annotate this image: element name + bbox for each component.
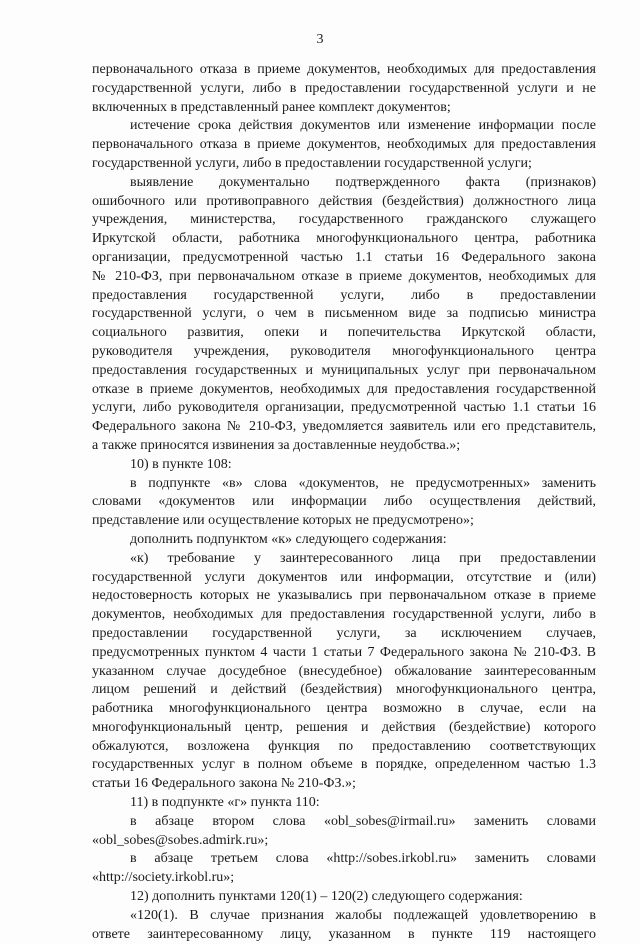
text-line: предоставления государственных и муниципальных услуг при первоначальном	[92, 362, 596, 378]
text-line: дополнить подпунктом «к» следующего содержания:	[130, 531, 447, 547]
text-line: «obl_sobes@sobes.admirk.ru»;	[92, 832, 269, 848]
text-line: указанном случае досудебное (внесудебное) обжалование заинтересованным	[92, 663, 596, 679]
text-line: государственной услуги, либо в предоставлении государственной услуги и не	[92, 80, 596, 96]
text-line: предоставлении государственной услуги, за исключением случаев,	[92, 625, 596, 641]
text-line: словами «документов или информации либо осуществления действий,	[92, 494, 596, 510]
text-line: а также приносятся извинения за доставленные неудобства.»;	[92, 437, 461, 453]
text-line: выявление документально подтвержденного факта (признаков)	[130, 174, 596, 190]
text-line: ответе заинтересованному лицу, указанном в пункте 119 настоящего	[92, 926, 596, 942]
text-line: в абзаце втором слова «obl_sobes@irmail.ru» заменить словами	[130, 813, 596, 829]
text-line: отказе в приеме документов, необходимых для предоставления государственной	[92, 381, 596, 397]
text-line: документов, необходимых для предоставления государственной услуги, либо в	[92, 607, 596, 623]
text-line: предусмотренных пунктом 4 части 1 статьи 7 Федерального закона № 210-ФЗ. В	[92, 644, 596, 660]
text-line: первоначального отказа в приеме документов, необходимых для предоставления	[92, 137, 596, 153]
text-line: многофункциональный центр, решения и действия (бездействие) которого	[92, 719, 596, 735]
text-line: работника многофункционального центра возможно в случае, если на	[92, 701, 596, 717]
text-line: «120(1). В случае признания жалобы подлежащей удовлетворению в	[130, 907, 596, 923]
text-line: в подпункте «в» слова «документов, не предусмотренных» заменить	[130, 475, 596, 491]
text-line: предоставления государственной услуги, либо в предоставлении	[92, 287, 596, 303]
text-line: № 210-ФЗ, при первоначальном отказе в приеме документов, необходимых для	[92, 268, 596, 284]
text-line: государственной услуги документов или информации, отсутствие и (или)	[92, 569, 596, 585]
text-line: в абзаце третьем слова «http://sobes.irkobl.ru» заменить словами	[130, 851, 596, 867]
text-line: 11) в подпункте «г» пункта 110:	[130, 795, 320, 811]
text-line: истечение срока действия документов или изменение информации после	[130, 118, 596, 134]
text-line: руководителя учреждения, руководителя многофункционального центра	[92, 343, 596, 359]
text-line: представление или осуществление которых не предусмотрено»;	[92, 513, 474, 529]
text-line: первоначального отказа в приеме документов, необходимых для предоставления	[92, 62, 596, 77]
text-line: 12) дополнить пунктами 120(1) – 120(2) следующего содержания:	[130, 889, 523, 905]
text-line: Федерального закона № 210-ФЗ, уведомляется заявитель или его представитель,	[92, 419, 596, 435]
text-line: обжалуются, возложена функция по предоставлению соответствующих	[92, 738, 596, 754]
text-line: государственной услуги, либо в предоставлении государственной услуги;	[92, 155, 532, 171]
text-line: услуги, либо руководителя организации, предусмотренной частью 1.1 статьи 16	[92, 400, 596, 416]
document-body	[92, 61, 596, 944]
text-line: учреждения, министерства, государственного гражданского служащего	[92, 212, 596, 228]
text-line: включенных в представленный ранее комплект документов;	[92, 99, 451, 115]
text-line: статьи 16 Федерального закона № 210-ФЗ.»;	[92, 776, 356, 792]
text-line: Иркутской области, работника многофункционального центра, работника	[92, 231, 596, 247]
text-line: «к) требование у заинтересованного лица при предоставлении	[130, 550, 596, 566]
text-line: «http://society.irkobl.ru»;	[92, 870, 235, 886]
text-line: социального развития, опеки и попечительства Иркутской области,	[92, 325, 596, 341]
text-line: недостоверность которых не указывались при первоначальном отказе в приеме	[92, 588, 596, 604]
text-line: 10) в пункте 108:	[130, 456, 232, 472]
text-line: организации, предусмотренной частью 1.1 статьи 16 Федерального закона	[92, 249, 596, 265]
text-line: лицом решений и действий (бездействия) многофункционального центра,	[92, 682, 596, 698]
page-number: 3	[316, 32, 324, 47]
text-line: ошибочного или противоправного действия (бездействия) должностного лица	[92, 193, 596, 209]
text-line: государственной услуги, о чем в письменном виде за подписью министра	[92, 306, 596, 322]
text-line: государственных услуг в полном объеме в порядке, определенном частью 1.3	[92, 757, 596, 773]
